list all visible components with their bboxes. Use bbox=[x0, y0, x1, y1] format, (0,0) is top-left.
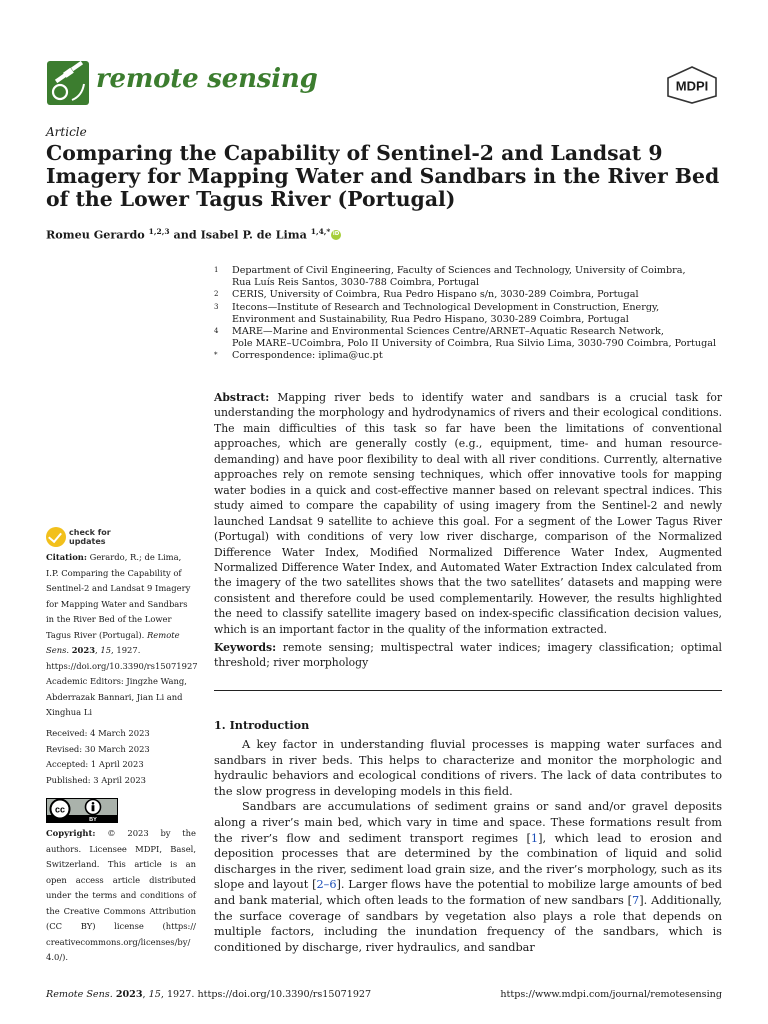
footer-citation: Remote Sens. 2023, 15, 1927. https://doi.org/10.3390/rs15071927 bbox=[46, 989, 372, 1000]
publisher-logo-icon bbox=[664, 66, 720, 104]
affiliation-item bbox=[214, 289, 734, 301]
citation-volume: 15 bbox=[100, 645, 112, 655]
journal-name: remote sensing bbox=[96, 64, 318, 94]
abstract-text: Mapping river beds to identify water and sandbars is a crucial task for understanding the morphology and hydrodynamics of rivers and their ecological conditions. The main difficulties of this task so far have been the limitations of conventional approaches, which are generally costly (e.g., equipment, time- and human resource-demanding) and have poor flexibility to deal with all river conditions. Currently, alternative approaches rely on remote sensing techniques, which offer innovative tools for mapping water bodies in a quick and cost-effective manner based on relevant spectral indices. This study aimed to compare the capability of using imagery from the Sentinel-2 and newly launched Landsat 9 satellite to achieve this goal. For a segment of the Lower Tagus River (Portugal) with conditions of very low river discharge, comparison of the Normalized Difference Water Index, Modified Normalized Difference Water Index, Augmented Normalized Difference Water Index, and Automated Water Extraction Index calculated from the imagery of the two satellites shows that the two satellites’ datasets and mapping were consistent and therefore could be used complementarily. However, the results highlighted the need to classify satellite imagery based on index-specific classification decision values, which is an important factor in the quality of the information extracted. bbox=[214, 391, 722, 636]
affiliation-item bbox=[214, 302, 734, 326]
check-for-updates-icon[interactable] bbox=[46, 527, 66, 547]
citation-doi[interactable]: https://doi.org/10.3390/rs15071927 bbox=[46, 660, 198, 671]
keywords bbox=[214, 640, 722, 671]
footer-journal: Remote Sens. bbox=[46, 989, 113, 1000]
article-title: Comparing the Capability of Sentinel-2 and Landsat 9 Imagery for Mapping Water and Sandbars in the River Bed of the Lower Tagus River (Portugal) bbox=[46, 141, 720, 211]
citation-block: Citation: Gerardo, R.; de Lima, I.P. Comparing the Capability of Sentinel-2 and Landsat 9 Imagery for Mapping Water and Sandbars in the River Bed of the Lower Tagus River (Portugal). Remote Sens. 2023, 15, 1927. https://doi.org/10.3390/rs15071927 bbox=[46, 552, 198, 671]
svg-text:cc: cc bbox=[54, 804, 66, 815]
citation-text: Gerardo, R.; de Lima, I.P. Comparing the Capability of Sentinel-2 and Landsat 9 Imagery for Mapping Water and Sandbars in the River Bed of the Lower Tagus River (Portugal). bbox=[46, 552, 191, 640]
author-affiliation-marks: 1,2,3 bbox=[148, 227, 170, 236]
paragraph: A key factor in understanding fluvial processes is mapping water surfaces and sandbars in river beds. This helps to characterize and monitor the morphologic and hydraulic behaviors and ecological conditions of rivers. The lack of data contributes to the slow progress in developing models in this field. bbox=[214, 738, 722, 798]
author-name[interactable]: Romeu Gerardo bbox=[46, 227, 145, 242]
affiliation-number: 2 bbox=[214, 290, 219, 299]
date-accepted: Accepted: 1 April 2023 bbox=[46, 759, 144, 769]
date-received: Received: 4 March 2023 bbox=[46, 728, 150, 738]
keywords-label: Keywords: bbox=[214, 641, 277, 654]
abstract bbox=[214, 390, 722, 637]
check-for-updates-label[interactable] bbox=[69, 528, 111, 546]
affiliation-item bbox=[214, 350, 734, 362]
affiliation-number: 1 bbox=[214, 266, 219, 274]
author-name[interactable]: Isabel P. de Lima bbox=[200, 227, 307, 242]
article-dates bbox=[46, 726, 196, 788]
affiliations bbox=[214, 265, 734, 363]
author-connector: and bbox=[173, 227, 197, 242]
publisher-name: MDPI bbox=[675, 78, 709, 94]
affiliation-line: MARE—Marine and Environmental Sciences Centre/ARNET–Aquatic Research Network, bbox=[232, 326, 664, 338]
section-divider bbox=[214, 690, 722, 691]
affiliation-line: CERIS, University of Coimbra, Rua Pedro Hispano s/n, 3030-289 Coimbra, Portugal bbox=[232, 289, 639, 301]
paragraph-text: ]. Larger flows have the potential to mobilize large amounts of bed and bank material, which often leads to the formation of new sandbars [ bbox=[214, 878, 722, 907]
date-published: Published: 3 April 2023 bbox=[46, 774, 146, 785]
citation-year: 2023 bbox=[71, 645, 96, 655]
paragraph-text: Sandbars are accumulations of sediment grains or sand and/or gravel deposits along a river’s main bed, which vary in time and space. These formations result from the river’s flow and sediment transport regimes [ bbox=[214, 800, 722, 845]
affiliation-number: 3 bbox=[214, 302, 219, 311]
affiliation-line: Environment and Sustainability, Rua Pedro Hispano, 3030-289 Coimbra, Portugal bbox=[232, 313, 629, 325]
citation-link[interactable]: 1 bbox=[530, 831, 539, 845]
paragraph bbox=[214, 799, 722, 955]
check-line: check for bbox=[69, 528, 111, 537]
copyright-label: Copyright: bbox=[46, 828, 96, 838]
date-revised: Revised: 30 March 2023 bbox=[46, 743, 150, 754]
journal-logo-icon bbox=[46, 60, 90, 106]
affiliation-number: * bbox=[214, 351, 218, 360]
author-affiliation-marks: 1,4,* bbox=[310, 227, 331, 236]
footer-volume: 15 bbox=[148, 989, 161, 1000]
affiliation-item bbox=[214, 265, 734, 289]
affiliation-number: 4 bbox=[214, 327, 219, 336]
keywords-text: remote sensing; multispectral water indices; imagery classification; optimal threshold; river morphology bbox=[214, 641, 723, 670]
section-heading: 1. Introduction bbox=[214, 718, 310, 732]
cc-badge-text: BY bbox=[89, 817, 97, 823]
footer-doi[interactable]: , 1927. https://doi.org/10.3390/rs15071927 bbox=[160, 989, 372, 1000]
creative-commons-by-icon[interactable] bbox=[46, 798, 118, 823]
affiliation-item bbox=[214, 326, 734, 350]
abstract-label: Abstract: bbox=[214, 391, 270, 404]
copyright-text: © 2023 by the authors. Licensee MDPI, Basel, Switzerland. This article is an open access article distributed under the terms and conditions of the Creative Commons Attribution (CC BY) license (https:// creativecommons.org/licenses/by/ 4.0/). bbox=[46, 828, 197, 962]
citation-pages: 1927. bbox=[116, 645, 141, 655]
footer-journal-url[interactable]: https://www.mdpi.com/journal/remotesensing bbox=[500, 989, 722, 1000]
affiliation-line: Itecons—Institute of Research and Technological Development in Construction, Energy, bbox=[232, 301, 660, 313]
affiliation-line: Pole MARE–UCoimbra, Polo II University of Coimbra, Rua Silvio Lima, 3030-790 Coimbra, Portugal bbox=[232, 338, 717, 350]
copyright-block bbox=[46, 826, 196, 966]
orcid-icon[interactable] bbox=[331, 230, 341, 240]
affiliation-line: Department of Civil Engineering, Faculty of Sciences and Technology, University of Coimbra, bbox=[232, 265, 686, 276]
footer-year: 2023 bbox=[115, 989, 143, 1000]
author-list bbox=[46, 227, 341, 242]
check-line: updates bbox=[69, 537, 106, 546]
paragraph-text: ], which lead to erosion and deposition processes that are determined by the combination of liquid and solid discharges in the river, sediment load grain size, and the river’s morphology, such as its slope and layout [ bbox=[214, 831, 722, 892]
affiliation-line: Rua Luís Reis Santos, 3030-788 Coimbra, Portugal bbox=[232, 277, 480, 289]
citation-label: Citation: bbox=[46, 552, 87, 562]
citation-link[interactable]: 7 bbox=[632, 893, 640, 907]
introduction-body bbox=[214, 737, 722, 955]
academic-editors: Academic Editors: Jingzhe Wang, Abderrazak Bannari, Jian Li and Xinghua Li bbox=[46, 676, 187, 717]
correspondence-line[interactable]: Correspondence: iplima@uc.pt bbox=[232, 350, 383, 362]
citation-journal: Remote Sens. bbox=[46, 629, 180, 655]
article-type: Article bbox=[46, 125, 87, 139]
paragraph-text: ]. Additionally, the surface coverage of sandbars by vegetation also plays a role that depends on multiple factors, including the inundation frequency of the sandbars, which is conditioned by discharge, river hydraulics, and sandbar bbox=[214, 893, 722, 954]
citation-link[interactable]: 2–6 bbox=[316, 878, 337, 892]
